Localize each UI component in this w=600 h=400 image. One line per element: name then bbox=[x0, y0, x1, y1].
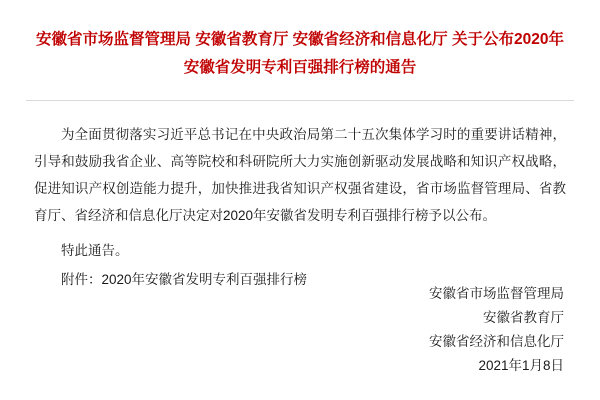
signature-date: 2021年1月8日 bbox=[478, 358, 564, 373]
document-body bbox=[0, 101, 600, 293]
body-paragraph-1: 为全面贯彻落实习近平总书记在中央政治局第二十五次集体学习时的重要讲话精神，引导和鼓励我省企业、高等院校和科研院所大力实施创新驱动发展战略和知识产权战略，促进知识产权创造能力提升，加快推进我省知识产权强省建设，省市场监督管理局、省教育厅、省经济和信息化厅决定对2020年安徽省发明专利百强排行榜予以公布。 bbox=[34, 127, 566, 223]
signature-org-3: 安徽省经济和信息化厅 bbox=[429, 334, 564, 349]
page-title: 安徽省市场监督管理局 安徽省教育厅 安徽省经济和信息化厅 关于公布2020年安徽省发明专利百强排行榜的通告 bbox=[36, 31, 564, 76]
signature-org-1: 安徽省市场监督管理局 bbox=[429, 286, 564, 301]
title-block bbox=[0, 0, 600, 82]
signature-org-2: 安徽省教育厅 bbox=[483, 310, 564, 325]
body-paragraph-2: 特此通告。 bbox=[61, 243, 129, 258]
signature-block bbox=[429, 282, 564, 378]
attachment-line: 附件：2020年安徽省发明专利百强排行榜 bbox=[61, 272, 308, 287]
